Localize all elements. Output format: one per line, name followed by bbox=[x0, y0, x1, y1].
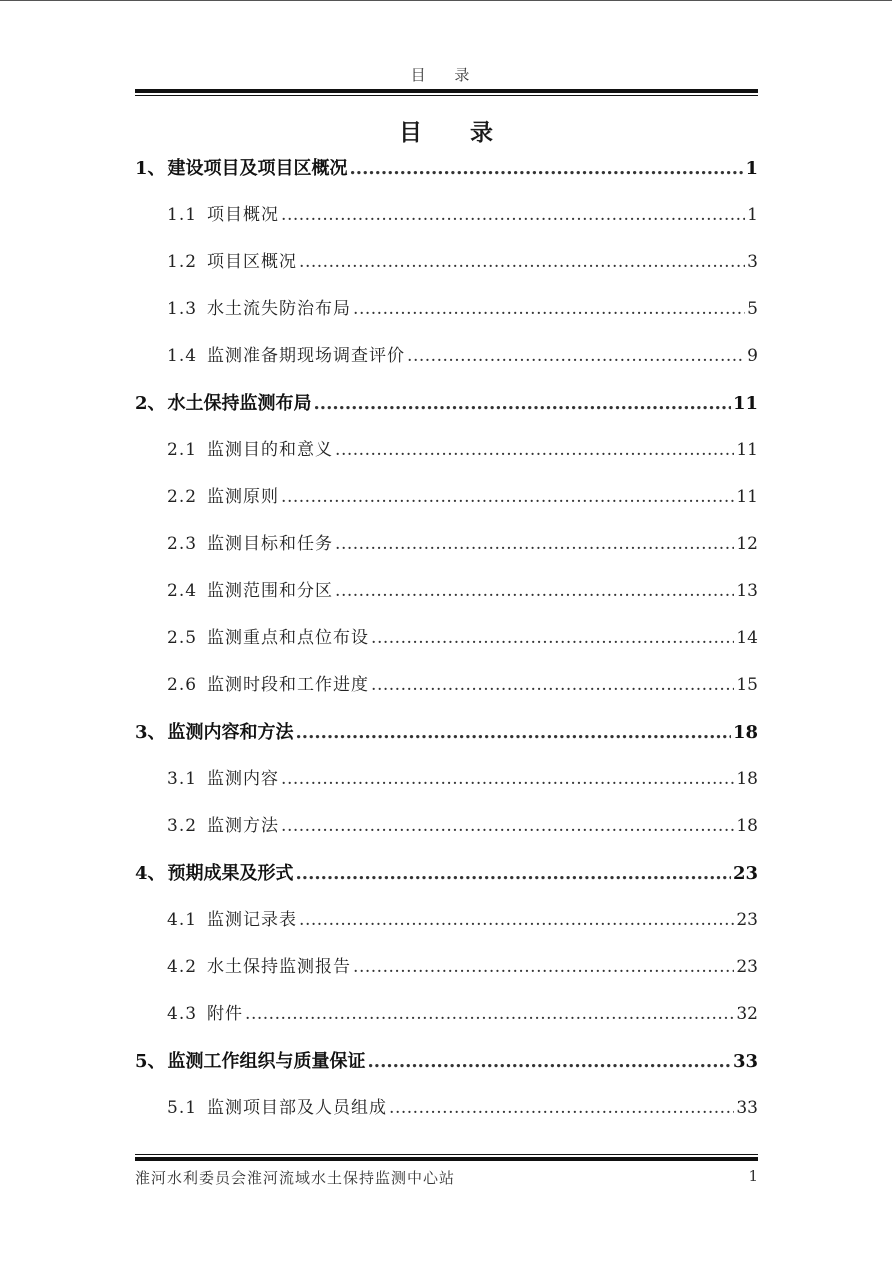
toc-dot-leader bbox=[296, 850, 731, 897]
toc-entry-title: 预期成果及形式 bbox=[167, 863, 294, 884]
toc-entry-number: 1.4 bbox=[167, 346, 198, 366]
header-rule-thick bbox=[135, 89, 758, 93]
toc-section-entry[interactable] bbox=[135, 333, 758, 380]
table-of-contents bbox=[135, 145, 758, 1132]
toc-entry-number: 2.4 bbox=[167, 581, 198, 601]
toc-section-entry[interactable] bbox=[135, 521, 758, 568]
toc-section-entry[interactable] bbox=[135, 1085, 758, 1132]
toc-section-entry[interactable] bbox=[135, 239, 758, 286]
toc-page-number: 32 bbox=[736, 1004, 758, 1024]
toc-dot-leader bbox=[335, 568, 734, 615]
toc-entry-number: 3.2 bbox=[167, 816, 198, 836]
toc-page-number: 11 bbox=[732, 393, 758, 414]
toc-dot-leader bbox=[335, 427, 734, 474]
toc-dot-leader bbox=[353, 286, 745, 333]
toc-dot-leader bbox=[335, 521, 734, 568]
toc-dot-leader bbox=[296, 709, 731, 756]
toc-page-number: 15 bbox=[736, 675, 758, 695]
toc-section-entry[interactable] bbox=[135, 944, 758, 991]
footer-rule-thin bbox=[135, 1154, 758, 1155]
toc-entry-title: 水土流失防治布局 bbox=[207, 299, 352, 319]
toc-title: 目 录 bbox=[398, 119, 513, 146]
toc-page-number: 13 bbox=[736, 581, 758, 601]
toc-section-entry[interactable] bbox=[135, 474, 758, 521]
footer-page-number: 1 bbox=[748, 1167, 758, 1185]
toc-entry-title: 水土保持监测报告 bbox=[207, 957, 352, 977]
toc-entry-number: 1.1 bbox=[167, 205, 198, 225]
footer-organization: 淮河水利委员会淮河流域水土保持监测中心站 bbox=[135, 1169, 456, 1187]
toc-entry-number: 2.1 bbox=[167, 440, 198, 460]
toc-chapter-entry[interactable] bbox=[135, 380, 758, 427]
toc-dot-leader bbox=[281, 756, 734, 803]
toc-section-entry[interactable] bbox=[135, 991, 758, 1038]
toc-dot-leader bbox=[245, 991, 734, 1038]
toc-entry-number: 4.2 bbox=[167, 957, 198, 977]
toc-dot-leader bbox=[389, 1085, 734, 1132]
toc-entry-number: 1.2 bbox=[167, 252, 198, 272]
toc-entry-title: 监测内容 bbox=[207, 769, 280, 789]
toc-page-number: 1 bbox=[745, 158, 758, 179]
toc-entry-number: 2.5 bbox=[167, 628, 198, 648]
toc-page-number: 5 bbox=[747, 299, 758, 319]
footer-rule-thick bbox=[135, 1157, 758, 1161]
toc-entry-number: 4.3 bbox=[167, 1004, 198, 1024]
toc-dot-leader bbox=[371, 615, 734, 662]
toc-section-entry[interactable] bbox=[135, 568, 758, 615]
toc-section-entry[interactable] bbox=[135, 756, 758, 803]
toc-entry-number: 2.2 bbox=[167, 487, 198, 507]
toc-section-entry[interactable] bbox=[135, 286, 758, 333]
toc-page-number: 9 bbox=[747, 346, 758, 366]
toc-entry-number: 2.3 bbox=[167, 534, 198, 554]
toc-page-number: 14 bbox=[736, 628, 758, 648]
toc-page-number: 1 bbox=[747, 205, 758, 225]
toc-dot-leader bbox=[281, 474, 734, 521]
toc-section-entry[interactable] bbox=[135, 662, 758, 709]
toc-section-entry[interactable] bbox=[135, 615, 758, 662]
toc-entry-number: 1.3 bbox=[167, 299, 198, 319]
toc-entry-number: 3.1 bbox=[167, 769, 198, 789]
toc-section-entry[interactable] bbox=[135, 803, 758, 850]
toc-page-number: 23 bbox=[736, 910, 758, 930]
toc-entry-number: 4.1 bbox=[167, 910, 198, 930]
toc-entry-title: 监测记录表 bbox=[207, 910, 298, 930]
toc-chapter-entry[interactable] bbox=[135, 145, 758, 192]
toc-entry-number: 1、 bbox=[135, 158, 166, 179]
toc-entry-number: 5.1 bbox=[167, 1098, 198, 1118]
toc-section-entry[interactable] bbox=[135, 427, 758, 474]
toc-entry-title: 监测范围和分区 bbox=[207, 581, 334, 601]
toc-entry-title: 监测方法 bbox=[207, 816, 280, 836]
toc-page-number: 23 bbox=[732, 863, 758, 884]
toc-entry-number: 2.6 bbox=[167, 675, 198, 695]
toc-page-number: 11 bbox=[736, 440, 758, 460]
toc-dot-leader bbox=[368, 1038, 731, 1085]
toc-entry-title: 监测原则 bbox=[207, 487, 280, 507]
toc-entry-title: 水土保持监测布局 bbox=[167, 393, 312, 414]
toc-page-number: 18 bbox=[736, 816, 758, 836]
toc-section-entry[interactable] bbox=[135, 897, 758, 944]
toc-chapter-entry[interactable] bbox=[135, 1038, 758, 1085]
toc-page-number: 11 bbox=[736, 487, 758, 507]
toc-page-number: 3 bbox=[747, 252, 758, 272]
toc-entry-title: 建设项目及项目区概况 bbox=[167, 158, 348, 179]
toc-page-number: 23 bbox=[736, 957, 758, 977]
toc-entry-title: 监测时段和工作进度 bbox=[207, 675, 370, 695]
toc-dot-leader bbox=[299, 897, 734, 944]
toc-dot-leader bbox=[371, 662, 734, 709]
toc-section-entry[interactable] bbox=[135, 192, 758, 239]
toc-dot-leader bbox=[407, 333, 745, 380]
toc-entry-title: 监测准备期现场调查评价 bbox=[207, 346, 406, 366]
running-header: 目 录 bbox=[410, 66, 482, 84]
toc-dot-leader bbox=[281, 192, 745, 239]
toc-entry-number: 4、 bbox=[135, 863, 166, 884]
toc-page-number: 18 bbox=[732, 722, 758, 743]
toc-dot-leader bbox=[281, 803, 734, 850]
toc-entry-number: 3、 bbox=[135, 722, 166, 743]
toc-entry-number: 5、 bbox=[135, 1051, 166, 1072]
toc-entry-title: 监测目的和意义 bbox=[207, 440, 334, 460]
toc-entry-title: 项目区概况 bbox=[207, 252, 298, 272]
toc-entry-title: 监测重点和点位布设 bbox=[207, 628, 370, 648]
toc-page-number: 18 bbox=[736, 769, 758, 789]
toc-entry-title: 附件 bbox=[207, 1004, 244, 1024]
toc-dot-leader bbox=[350, 145, 744, 192]
toc-page-number: 33 bbox=[732, 1051, 758, 1072]
page-top-border bbox=[0, 0, 892, 1]
toc-dot-leader bbox=[314, 380, 731, 427]
toc-entry-title: 监测内容和方法 bbox=[167, 722, 294, 743]
toc-entry-number: 2、 bbox=[135, 393, 166, 414]
toc-dot-leader bbox=[353, 944, 734, 991]
toc-chapter-entry[interactable] bbox=[135, 709, 758, 756]
toc-dot-leader bbox=[299, 239, 745, 286]
toc-chapter-entry[interactable] bbox=[135, 850, 758, 897]
toc-page-number: 33 bbox=[736, 1098, 758, 1118]
header-rule-thin bbox=[135, 95, 758, 96]
toc-entry-title: 监测目标和任务 bbox=[207, 534, 334, 554]
toc-entry-title: 监测项目部及人员组成 bbox=[207, 1098, 388, 1118]
toc-entry-title: 监测工作组织与质量保证 bbox=[167, 1051, 366, 1072]
toc-page-number: 12 bbox=[736, 534, 758, 554]
toc-entry-title: 项目概况 bbox=[207, 205, 280, 225]
